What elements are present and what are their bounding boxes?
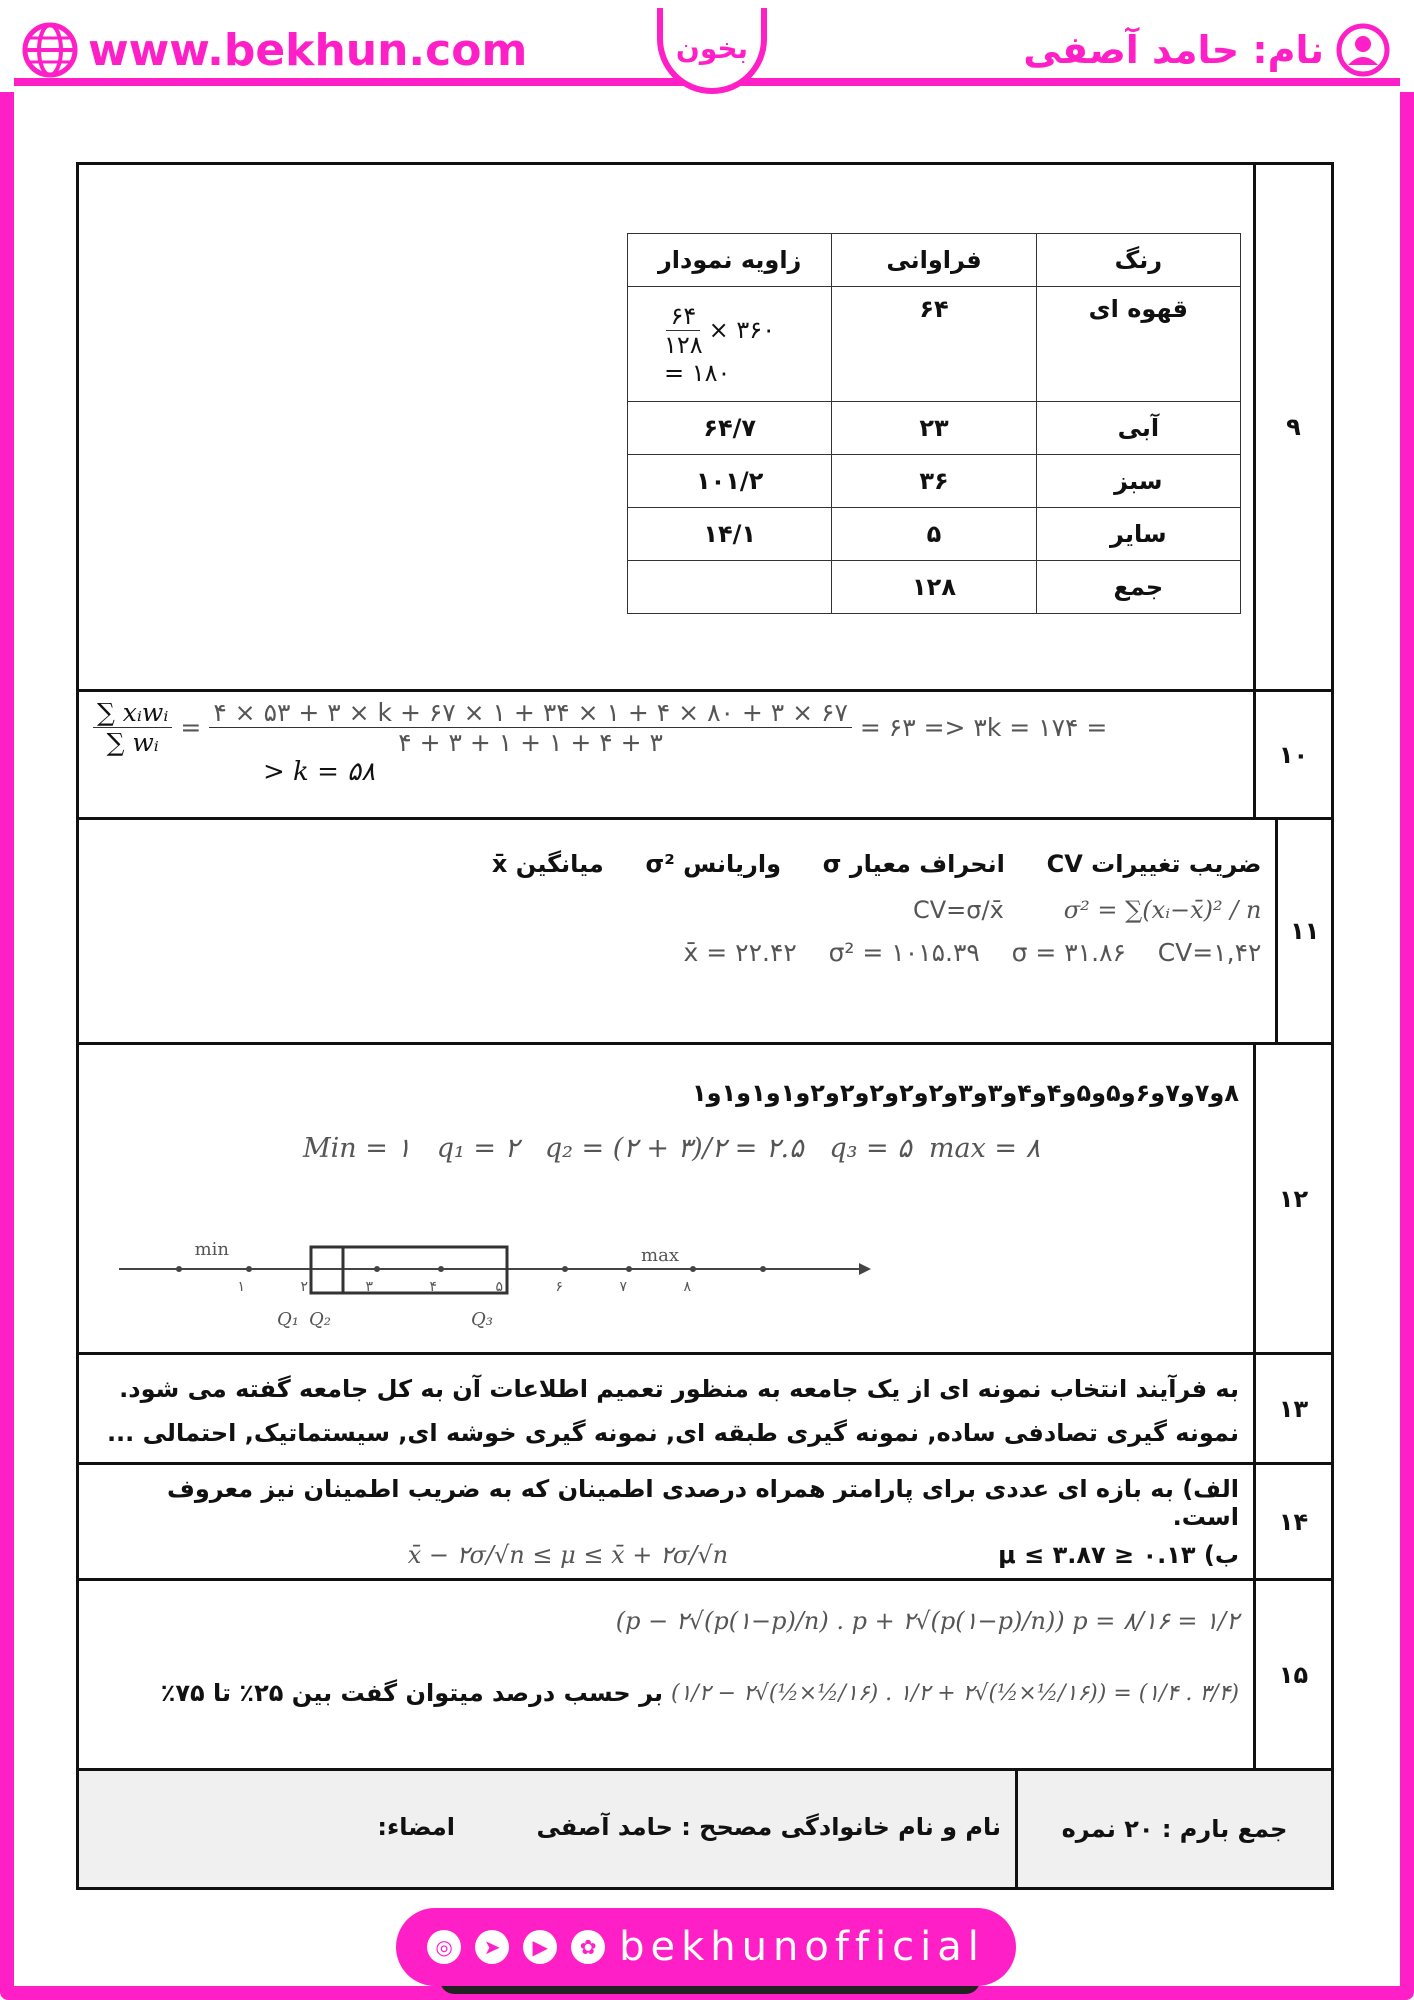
question-number: ۱۵	[1253, 1581, 1331, 1768]
signature-label: امضاء:	[377, 1813, 455, 1841]
question-number: ۱۱	[1275, 820, 1331, 1042]
table-cell: ۵	[832, 508, 1036, 561]
table-cell: ۱۴/۱	[628, 508, 832, 561]
grader-name: نام و نام خانوادگی مصحح : حامد آصفی	[536, 1813, 1001, 1841]
table-cell: ۱۰۱/۲	[628, 455, 832, 508]
q1-label: Q₁	[277, 1309, 299, 1330]
question-number: ۱۲	[1253, 1045, 1331, 1352]
table-cell: آبی	[1036, 402, 1240, 455]
answer-sheet	[76, 162, 1334, 1890]
grading-footer	[79, 1771, 1331, 1887]
youtube-icon[interactable]: ▶	[523, 1930, 557, 1964]
table-cell: ۶۴	[832, 287, 1036, 402]
question-15-row	[79, 1581, 1331, 1771]
table-cell: ۲۳	[832, 402, 1036, 455]
min-label: min	[194, 1239, 229, 1260]
tick-5: ۵	[495, 1279, 503, 1295]
question-14-answer: الف) به بازه ای عددی برای پارامتر همراه درصدی اطمینان که به ضریب اطمینان نیز معروف است. ب) ۰.۱۳ ≤ μ ≤ ۳.۸۷ x̄ − ۲σ/√n ≤ μ ≤ x̄ + ۲σ/√n	[166, 1475, 1239, 1569]
question-12-answer: ۸و۷و۷و۶و۵و۵و۴و۴و۳و۳و۲و۲و۲و۲و۲و۱و۱و۱و۱ Min = ۱ q₁ = ۲ q₂ = (۲ + ۳)/۲ = ۲.۵ q₃ = ۵ max = ۸ min max ۱ ۲ ۳ ۴ ۵ ۶ ۷ ۸ Q₁ Q₂ Q₃	[79, 1045, 1253, 1352]
question-number: ۹	[1253, 165, 1331, 689]
angle-calculation: $\frac{۶۴}{۱۲۸}$ × ۳۶۰ = ۱۸۰	[628, 287, 832, 402]
table-cell: سایر	[1036, 508, 1240, 561]
table-cell: جمع	[1036, 561, 1240, 614]
website-text: www.bekhun.com	[88, 24, 528, 76]
tick-2: ۲	[300, 1279, 308, 1295]
frequency-table	[627, 233, 1241, 614]
instagram-icon[interactable]: ◎	[427, 1930, 461, 1964]
social-handle: bekhunofficial	[619, 1924, 985, 1970]
box-plot	[119, 1225, 919, 1345]
tick-7: ۷	[619, 1279, 627, 1295]
question-9-row	[79, 165, 1331, 692]
question-number: ۱۳	[1253, 1355, 1331, 1462]
header-angle: زاویه نمودار	[628, 234, 832, 287]
social-bar[interactable]	[396, 1908, 1016, 1986]
table-cell: ۳۶	[832, 455, 1036, 508]
question-13-row	[79, 1355, 1331, 1465]
header	[0, 0, 1414, 92]
header-color: رنگ	[1036, 234, 1240, 287]
user-icon	[1336, 23, 1390, 77]
question-12-row	[79, 1045, 1331, 1355]
tick-1: ۱	[237, 1279, 245, 1295]
grader-info	[79, 1771, 1015, 1887]
question-number: ۱۰	[1253, 692, 1331, 817]
table-cell: ۶۴/۷	[628, 402, 832, 455]
brand-logo: بخون	[657, 8, 767, 94]
table-cell	[628, 561, 832, 614]
question-10-row	[79, 692, 1331, 820]
tick-4: ۴	[429, 1279, 437, 1295]
question-15-answer: (p − ۲√(p(۱−p)/n) . p + ۲√(p(۱−p)/n)) p = ۸/۱۶ = ۱/۲ (۱/۲ − ۲√(½×½/۱۶) . ۱/۲ + ۲√(½×½/۱۶)) = (۱/۴ . ۳/۴) بر حسب درصد میتوان گفت بین ۲۵٪ تا ۷۵٪	[160, 1607, 1239, 1707]
aparat-icon[interactable]: ✿	[571, 1930, 605, 1964]
question-11-row	[79, 820, 1331, 1045]
q3-label: Q₃	[471, 1309, 493, 1330]
total-score: جمع بارم : ۲۰ نمره	[1015, 1771, 1331, 1887]
tick-3: ۳	[365, 1279, 373, 1295]
globe-icon	[22, 22, 78, 78]
question-11-answer: ضریب تغییرات CV انحراف معیار σ واریانس σ² میانگین x̄ CV=σ/x̄ σ² = ∑(xᵢ−x̄)² / n x̄ = ۲۲.۴۲ σ² = ۱۰۱۵.۳۹ σ = ۳۱.۸۶ CV=۱,۴۲	[491, 850, 1262, 967]
website-link[interactable]	[22, 20, 527, 80]
question-14-row	[79, 1465, 1331, 1581]
table-cell: ۱۲۸	[832, 561, 1036, 614]
max-label: max	[641, 1245, 679, 1266]
table-cell: سبز	[1036, 455, 1240, 508]
question-9-answer	[79, 165, 1253, 689]
tick-8: ۸	[683, 1279, 691, 1295]
table-cell: قهوه ای	[1036, 287, 1240, 402]
tick-6: ۶	[555, 1279, 563, 1295]
weighted-mean-formula: $\frac{\text{∑ xᵢwᵢ}}{\text{∑ wᵢ}}$ = $\frac{۴ \times ۵۳ + ۳ \times k + ۶۷ \times ۱ + ۳۴ \times ۱ + ۴ \times ۸۰ + ۳ \times ۶۷}{۴ + ۳ + ۱ + ۱ + ۴ + ۳}$ = ۶۳ => ۳k = ۱۷۴ = > k = ۵۸	[79, 692, 1253, 817]
q2-label: Q₂	[309, 1309, 331, 1330]
student-name: نام: حامد آصفی	[1023, 20, 1390, 80]
header-frequency: فراوانی	[832, 234, 1036, 287]
question-13-answer: به فرآیند انتخاب نمونه ای از یک جامعه به منظور تعمیم اطلاعات آن به کل جامعه گفته می شود. نمونه گیری تصادفی ساده, نمونه گیری طبقه ای, نمونه گیری خوشه ای, سیستماتیک, احتمالی ...	[106, 1375, 1239, 1447]
telegram-icon[interactable]: ➤	[475, 1930, 509, 1964]
question-number: ۱۴	[1253, 1465, 1331, 1578]
